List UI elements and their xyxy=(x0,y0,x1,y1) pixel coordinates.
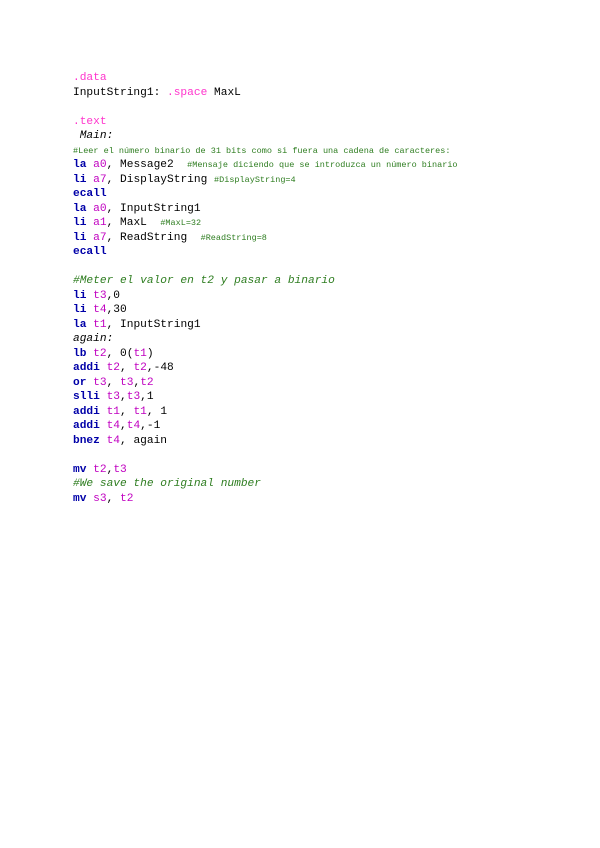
mnemonic: addi xyxy=(73,405,100,418)
code-line xyxy=(73,434,573,449)
code-line xyxy=(73,289,573,304)
register: t1 xyxy=(93,318,107,331)
register: a0 xyxy=(93,202,107,215)
register: t3 xyxy=(113,463,127,476)
operand-text: , InputString1 xyxy=(106,318,201,331)
register: t2 xyxy=(93,463,107,476)
operand-text: ,1 xyxy=(140,391,154,403)
comment: #DisplayString=4 xyxy=(214,174,296,185)
register: t3 xyxy=(93,289,107,302)
register: t3 xyxy=(93,376,107,389)
comment: #Mensaje diciendo que se introduzca un número binario xyxy=(187,160,458,170)
blank-line xyxy=(73,100,573,115)
mnemonic: addi xyxy=(73,420,100,432)
operand-text: , ReadString xyxy=(106,231,201,244)
register: a7 xyxy=(93,231,107,244)
blank-line xyxy=(73,448,573,463)
code-line xyxy=(73,202,573,217)
register: a0 xyxy=(93,159,107,171)
register: t2 xyxy=(93,347,107,360)
register: t1 xyxy=(106,405,121,418)
directive: .space xyxy=(167,86,208,99)
code-line xyxy=(73,216,573,231)
mnemonic: la xyxy=(73,202,87,215)
operand-text: , DisplayString xyxy=(106,173,215,186)
operand-text: , 0( xyxy=(106,347,134,360)
register: t4 xyxy=(126,420,141,432)
mnemonic: slli xyxy=(73,391,100,403)
comment: #Leer el número binario de 31 bits como si fuera una cadena de caracteres: xyxy=(73,145,451,156)
code-line xyxy=(73,492,573,507)
label: Main: xyxy=(73,130,114,142)
operand-text: MaxL xyxy=(207,86,241,99)
operand-text: , xyxy=(120,362,134,374)
operand-text: , xyxy=(106,376,121,389)
operand-text: InputString1: xyxy=(73,86,167,99)
register: t4 xyxy=(93,304,107,316)
mnemonic: addi xyxy=(73,362,100,374)
operand-text: , InputString1 xyxy=(106,202,201,215)
code-line xyxy=(73,245,573,260)
comment: #We save the original number xyxy=(73,478,261,490)
code-line xyxy=(73,318,573,333)
directive: .data xyxy=(73,72,107,84)
code-line xyxy=(73,173,573,188)
operand-text: , xyxy=(133,376,141,389)
label: again: xyxy=(73,333,114,345)
operand-text: , Message2 xyxy=(106,159,188,171)
code-line xyxy=(73,274,573,289)
operand-text xyxy=(100,420,107,432)
mnemonic: bnez xyxy=(73,434,100,447)
mnemonic: li xyxy=(73,173,87,186)
register: t3 xyxy=(106,391,121,403)
code-line xyxy=(73,115,573,130)
operand-text: , xyxy=(120,420,127,432)
operand-text xyxy=(100,362,107,374)
code-line xyxy=(73,86,573,101)
code-line xyxy=(73,376,573,391)
register: t2 xyxy=(106,362,121,374)
mnemonic: li xyxy=(73,231,87,244)
mnemonic: li xyxy=(73,289,87,302)
operand-text: , again xyxy=(120,434,168,447)
mnemonic: mv xyxy=(73,463,87,476)
mnemonic: ecall xyxy=(73,246,107,258)
code-line xyxy=(73,303,573,318)
code-line xyxy=(73,129,573,144)
mnemonic: li xyxy=(73,304,87,316)
register: t3 xyxy=(126,391,141,403)
directive: .text xyxy=(73,115,107,128)
code-line xyxy=(73,71,573,86)
register: t4 xyxy=(106,434,121,447)
code-line xyxy=(73,477,573,492)
register: t2 xyxy=(120,492,134,505)
comment: #Meter el valor en t2 y pasar a binario xyxy=(73,275,335,287)
code-block xyxy=(73,71,573,506)
code-line xyxy=(73,332,573,347)
comment: #MaxL=32 xyxy=(160,218,202,228)
operand-text: , xyxy=(120,405,134,418)
operand-text: , 1 xyxy=(146,405,168,418)
operand-text: , xyxy=(106,492,121,505)
code-line xyxy=(73,347,573,362)
register: a7 xyxy=(93,173,107,186)
blank-line xyxy=(73,260,573,275)
mnemonic: la xyxy=(73,159,87,171)
operand-text xyxy=(100,406,107,418)
code-line xyxy=(73,361,573,376)
operand-text: ,30 xyxy=(106,304,127,316)
register: t2 xyxy=(133,362,147,374)
code-line xyxy=(73,390,573,405)
code-line xyxy=(73,463,573,478)
register: a1 xyxy=(93,217,107,229)
operand-text: , MaxL xyxy=(106,217,161,229)
code-line xyxy=(73,231,573,246)
operand-text xyxy=(100,391,107,403)
register: s3 xyxy=(93,492,107,505)
register: t1 xyxy=(133,347,147,360)
operand-text: ,0 xyxy=(106,289,121,302)
register: t4 xyxy=(106,420,121,432)
register: t3 xyxy=(120,376,134,389)
operand-text xyxy=(100,435,107,447)
mnemonic: lb xyxy=(73,347,87,360)
code-line xyxy=(73,144,573,159)
operand-text: ) xyxy=(146,347,154,360)
code-line xyxy=(73,158,573,173)
mnemonic: mv xyxy=(73,492,87,505)
code-line xyxy=(73,187,573,202)
mnemonic: la xyxy=(73,318,87,331)
register: t2 xyxy=(140,376,154,389)
register: t1 xyxy=(133,405,147,418)
operand-text: ,-1 xyxy=(140,420,161,432)
mnemonic: li xyxy=(73,217,87,229)
comment: #ReadString=8 xyxy=(200,232,267,243)
operand-text: , xyxy=(106,463,114,476)
operand-text: , xyxy=(120,391,127,403)
code-line xyxy=(73,405,573,420)
code-line xyxy=(73,419,573,434)
mnemonic: or xyxy=(73,376,87,389)
operand-text: ,-48 xyxy=(146,362,174,374)
mnemonic: ecall xyxy=(73,188,107,200)
